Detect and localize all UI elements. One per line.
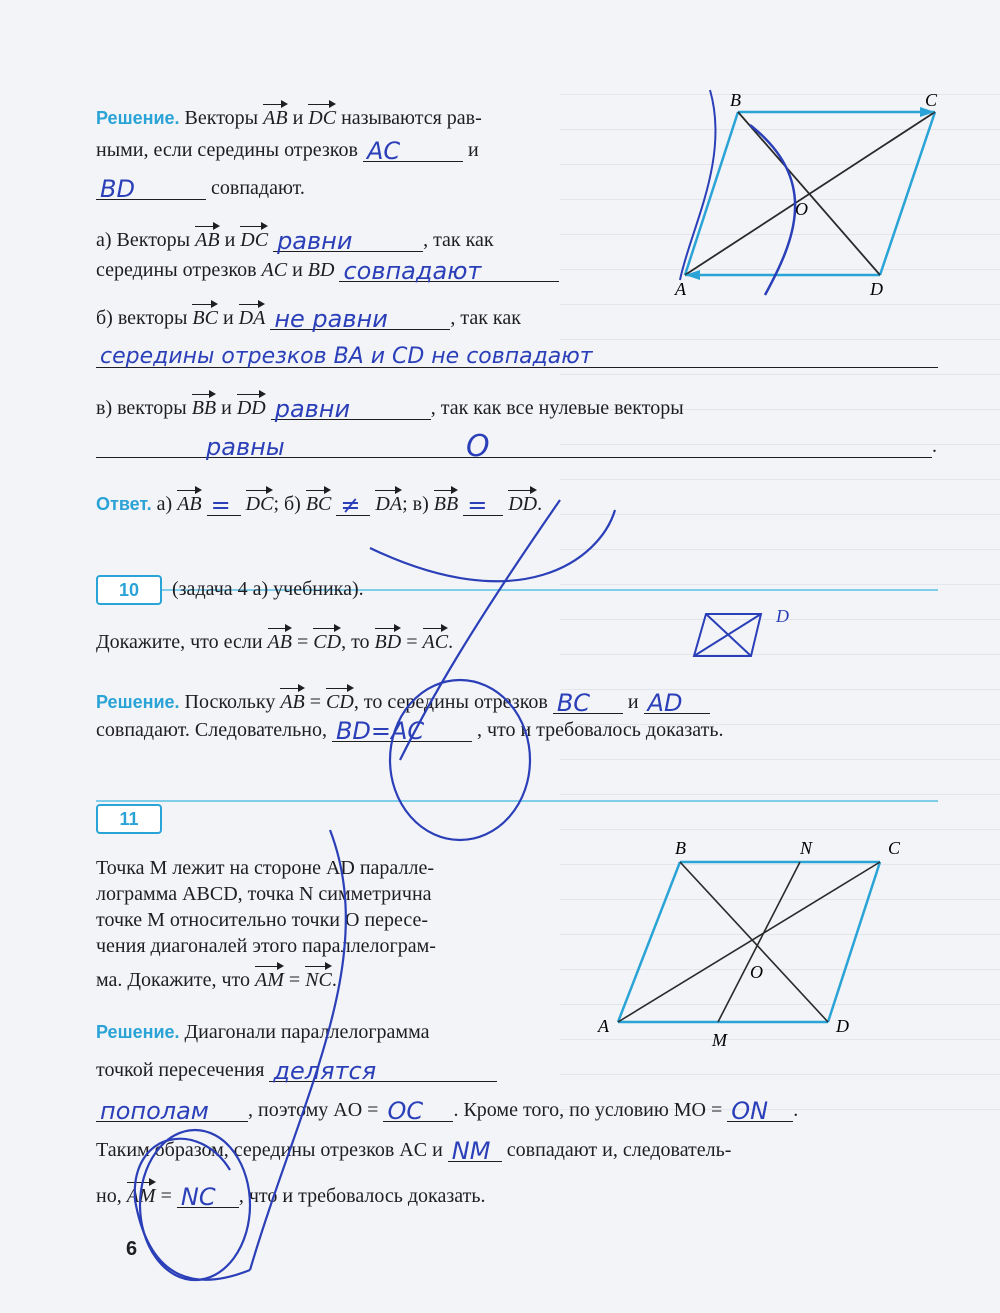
s9-line-2: ными, если середины отрезков AC и [96, 137, 479, 165]
s9-item-b: б) векторы BC и DA не равни , так как [96, 300, 521, 330]
task-11-solution-line-3: пополам , поэтому AO = OC . Кроме того, по условию MO = ON . [96, 1098, 798, 1122]
task-10-number: 10 [96, 575, 162, 605]
blank-1[interactable]: AC [363, 139, 463, 162]
task-10-solution: Решение. Поскольку AB = CD, то середины отрезков BC и AD [96, 684, 710, 714]
s9-item-a: а) Векторы AB и DC равни , так как [96, 222, 494, 252]
fig1-label-O: O [795, 199, 808, 219]
blank-6[interactable]: середины отрезков BA и CD не совпадают [96, 345, 938, 368]
page-number: 6 [126, 1238, 138, 1260]
task-10-statement: Докажите, что если AB = CD, то BD = AC. [96, 624, 453, 654]
blank-5[interactable]: не равни [270, 307, 450, 330]
solution-label: Решение. [96, 108, 180, 128]
hand-sketch-label: D [776, 606, 789, 626]
blank-3[interactable]: равни [273, 229, 423, 252]
task-10-header: (задача 4 а) учебника). [172, 578, 364, 600]
fig2-label-A: A [598, 1016, 609, 1036]
fig1-label-C: C [925, 90, 938, 110]
vector-DC: DC [308, 100, 336, 130]
s9-item-a-line-2: середины отрезков AC и BD совпадают [96, 258, 559, 282]
blank-8[interactable]: равны O [96, 435, 932, 458]
task-11-solution-line-4: Таким образом, середины отрезков AC и NM совпадают и, следователь- [96, 1137, 732, 1165]
task-11-line-2: лограмма ABCD, точка N симметрична [96, 883, 432, 905]
task-11-solution-line-5: но, AM = NC , что и требовалось доказать. [96, 1178, 485, 1208]
s9-item-v-line-2: равны O . [96, 434, 937, 458]
fig2-label-O: O [750, 962, 763, 982]
fig1-label-A: A [675, 279, 686, 299]
task-11-number: 11 [96, 804, 162, 834]
fig2-label-M: M [712, 1030, 727, 1050]
fig2-label-N: N [800, 838, 813, 858]
vector-AB: AB [263, 100, 287, 130]
blank-4[interactable]: совпадают [339, 259, 559, 282]
task-11-line-4: чения диагоналей этого параллелограм- [96, 935, 436, 957]
s9-answer: Ответ. а) AB = DC; б) BC ≠ DA; в) BB = DD. [96, 486, 542, 516]
task-11-solution-line-2: точкой пересечения делятся [96, 1058, 497, 1082]
blank-7[interactable]: равни [271, 397, 431, 420]
s9-item-v: в) векторы BB и DD равни , так как все нулевые векторы [96, 390, 684, 420]
task-11-solution-line-1: Решение. Диагонали параллелограмма [96, 1021, 430, 1043]
blank-2[interactable]: BD [96, 177, 206, 200]
s9-line-1: Решение. Векторы AB и DC называются рав- [96, 100, 482, 130]
task-10-solution-line-2: совпадают. Следовательно, BD=AC , что и требовалось доказать. [96, 717, 724, 745]
answer-label: Ответ. [96, 494, 152, 514]
fig2-label-B: B [675, 838, 686, 858]
fig1-label-D: D [870, 279, 883, 299]
task-11-line-1: Точка M лежит на стороне AD паралле- [96, 857, 434, 879]
s9-line-3: BD совпадают. [96, 176, 305, 200]
fig2-label-C: C [888, 838, 901, 858]
task-11-line-3: точке M относительно точки O пересе- [96, 909, 429, 931]
fig1-label-B: B [730, 90, 741, 110]
fig2-label-D: D [836, 1016, 849, 1036]
task-11-line-5: ма. Докажите, что AM = NC. [96, 962, 337, 992]
